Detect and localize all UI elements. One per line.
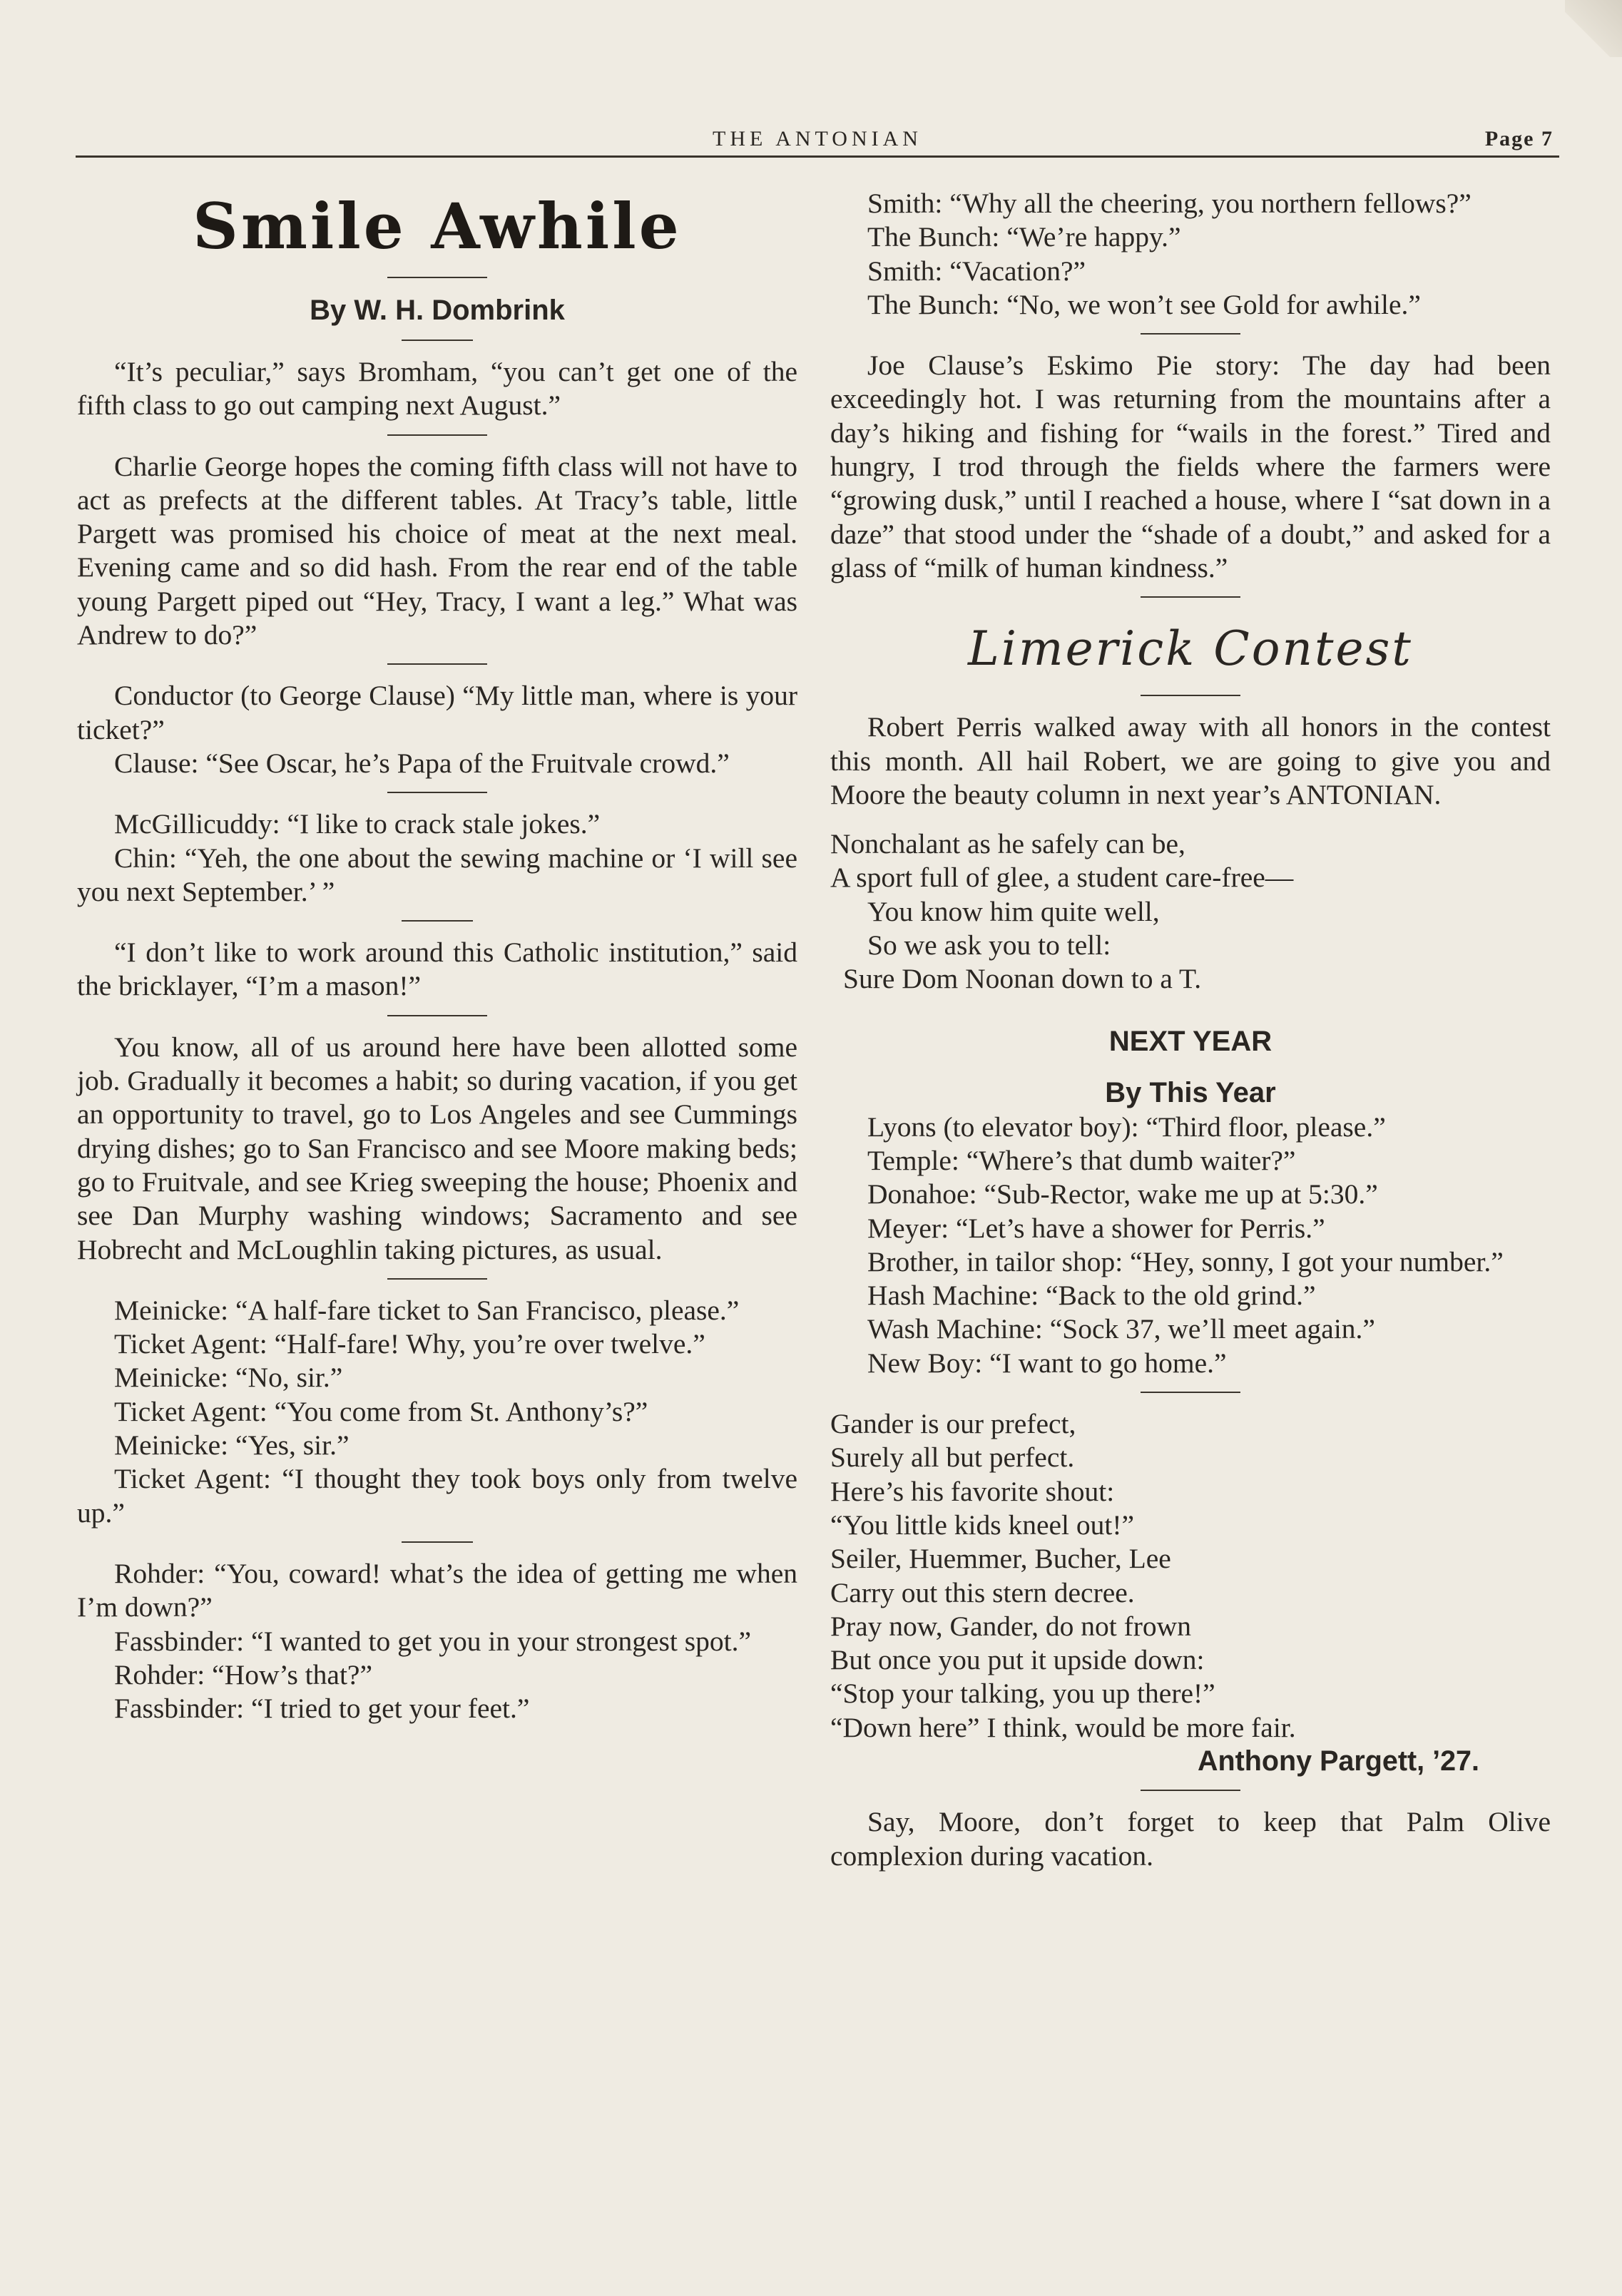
poem-line: You know him quite well, [867, 895, 1160, 927]
limerick-poem [830, 827, 1551, 996]
byline: By W. H. Dombrink [310, 295, 565, 326]
joke-paragraph: Ticket Agent: “Half-fare! Why, you’re over twelve.” [114, 1328, 705, 1360]
joke-paragraph: Charlie George hopes the coming fifth class will not have to act as prefects at the different tables. At Tracy’s table, little Pargett was promised his choice of meat at the next meal. Evening came and so did hash. From the rear end of the table young Pargett piped out “Hey, Tracy, I want a leg.” What was Andrew to do?” [77, 450, 797, 651]
poem-line: Here’s his favorite shout: [830, 1475, 1115, 1507]
joke-paragraph: McGillicuddy: “I like to crack stale jokes.” [114, 808, 601, 840]
divider [387, 434, 487, 436]
joke-paragraph: Hash Machine: “Back to the old grind.” [867, 1280, 1316, 1312]
poem-line: Seiler, Huemmer, Bucher, Lee [830, 1543, 1171, 1575]
divider [402, 920, 473, 922]
poem-line: “You little kids kneel out!” [830, 1509, 1135, 1541]
joke-paragraph: Brother, in tailor shop: “Hey, sonny, I got your number.” [867, 1245, 1504, 1277]
publication-title: THE ANTONIAN [713, 127, 922, 150]
joke-paragraph: Meinicke: “Yes, sir.” [114, 1429, 350, 1461]
divider [1141, 1790, 1240, 1791]
joke-paragraph: Meinicke: “No, sir.” [114, 1362, 343, 1394]
subheading-by-this-year: By This Year [1105, 1076, 1276, 1108]
joke-paragraph: Conductor (to George Clause) “My little man, where is your ticket?” [77, 680, 797, 745]
poem-line: Pray now, Gander, do not frown [830, 1610, 1191, 1642]
poem-line: So we ask you to tell: [867, 929, 1111, 961]
joke-paragraph: Donahoe: “Sub-Rector, wake me up at 5:30.” [867, 1178, 1378, 1210]
joke-paragraph: Ticket Agent: “You come from St. Anthony’s?” [114, 1395, 648, 1427]
joke-paragraph: Lyons (to elevator boy): “Third floor, please.” [867, 1111, 1386, 1143]
poem-line: “Down here” I think, would be more fair. [830, 1711, 1296, 1743]
divider [1141, 1392, 1240, 1393]
joke-paragraph: Smith: “Why all the cheering, you northern fellows?” [867, 188, 1471, 219]
section-title-limerick-contest: Limerick Contest [968, 621, 1413, 677]
divider [1141, 695, 1240, 696]
spacer [830, 996, 1551, 1024]
joke-paragraph: Fassbinder: “I tried to get your feet.” [114, 1693, 530, 1725]
joke-paragraph: “I don’t like to work around this Catholic institution,” said the bricklayer, “I’m a mason!” [77, 937, 797, 1002]
spacer [830, 812, 1551, 827]
divider [387, 277, 487, 278]
gander-poem [830, 1407, 1551, 1745]
author-signature: Anthony Pargett, ’27. [1197, 1745, 1479, 1777]
joke-paragraph: The Bunch: “No, we won’t see Gold for awhile.” [867, 288, 1421, 320]
joke-paragraph: Joe Clause’s Eskimo Pie story: The day had been exceedingly hot. I was returning from the mountains after a day’s hiking and fishing for “wails in the forest.” Tired and hungry, I trod through the fields where the farmers were “growing dusk,” until I reached a house, where I “sat down in a daze” that stood under the “shade of a doubt,” and asked for a glass of “milk of human kindness.” [830, 349, 1551, 583]
poem-line: Gander is our prefect, [830, 1408, 1076, 1440]
joke-paragraph: Meyer: “Let’s have a shower for Perris.” [867, 1212, 1325, 1244]
joke-paragraph: Fassbinder: “I wanted to get you in your strongest spot.” [114, 1625, 751, 1657]
joke-paragraph: The Bunch: “We’re happy.” [867, 221, 1181, 253]
joke-paragraph: Say, Moore, don’t forget to keep that Palm Olive complexion during vacation. [830, 1806, 1551, 1872]
joke-paragraph: Clause: “See Oscar, he’s Papa of the Fruitvale crowd.” [114, 747, 730, 779]
contest-paragraph: Robert Perris walked away with all honors in the contest this month. All hail Robert, we are going to give you and Moore the beauty column in next year’s ANTONIAN. [830, 711, 1551, 810]
joke-paragraph: Rohder: “How’s that?” [114, 1658, 372, 1690]
joke-paragraph: You know, all of us around here have been allotted some job. Gradually it becomes a habit; so during vacation, if you get an opportunity to travel, go to Los Angeles and see Cummings drying dishes; go to San Francisco and see Moore making beds; go to Fruitvale, and see Krieg sweeping the house; Phoenix and see Dan Murphy washing windows; Sacramento and see Hobrecht and McLoughlin taking pictures, as usual. [77, 1031, 797, 1265]
joke-paragraph: Wash Machine: “Sock 37, we’ll meet again.” [867, 1313, 1375, 1345]
page-number: Page 7 [1484, 127, 1554, 150]
poem-line: Nonchalant as he safely can be, [830, 828, 1185, 860]
divider [402, 340, 473, 341]
poem-line: But once you put it upside down: [830, 1644, 1205, 1676]
divider [387, 1278, 487, 1280]
section-title-smile-awhile: Smile Awhile [193, 189, 682, 263]
poem-line: “Stop your talking, you up there!” [830, 1678, 1215, 1710]
joke-paragraph: Chin: “Yeh, the one about the sewing machine or ‘I will see you next September.’ ” [77, 842, 797, 907]
joke-paragraph: “It’s peculiar,” says Bromham, “you can’t get one of the fifth class to go out camping next August.” [77, 356, 797, 422]
heading-next-year: NEXT YEAR [1108, 1025, 1272, 1057]
divider [387, 1015, 487, 1016]
left-column [77, 187, 797, 1725]
poem-line: A sport full of glee, a student care-free— [830, 862, 1294, 894]
page-header [76, 127, 1559, 158]
joke-paragraph: Temple: “Where’s that dumb waiter?” [867, 1144, 1296, 1176]
worn-corner [1565, 0, 1622, 57]
poem-line: Sure Dom Noonan down to a T. [843, 963, 1202, 995]
joke-paragraph: Smith: “Vacation?” [867, 255, 1086, 287]
spacer [830, 1059, 1551, 1075]
joke-paragraph: Meinicke: “A half-fare ticket to San Francisco, please.” [114, 1294, 740, 1326]
divider [387, 792, 487, 793]
joke-paragraph: Rohder: “You, coward! what’s the idea of getting me when I’m down?” [77, 1557, 797, 1623]
joke-paragraph: Ticket Agent: “I thought they took boys only from twelve up.” [77, 1463, 797, 1529]
divider [402, 1541, 473, 1543]
poem-line: Surely all but perfect. [830, 1442, 1075, 1474]
divider [1141, 333, 1240, 335]
divider [387, 663, 487, 665]
joke-paragraph: New Boy: “I want to go home.” [867, 1347, 1227, 1379]
poem-line: Carry out this stern decree. [830, 1576, 1135, 1608]
divider [1141, 596, 1240, 598]
right-column [830, 187, 1551, 1873]
